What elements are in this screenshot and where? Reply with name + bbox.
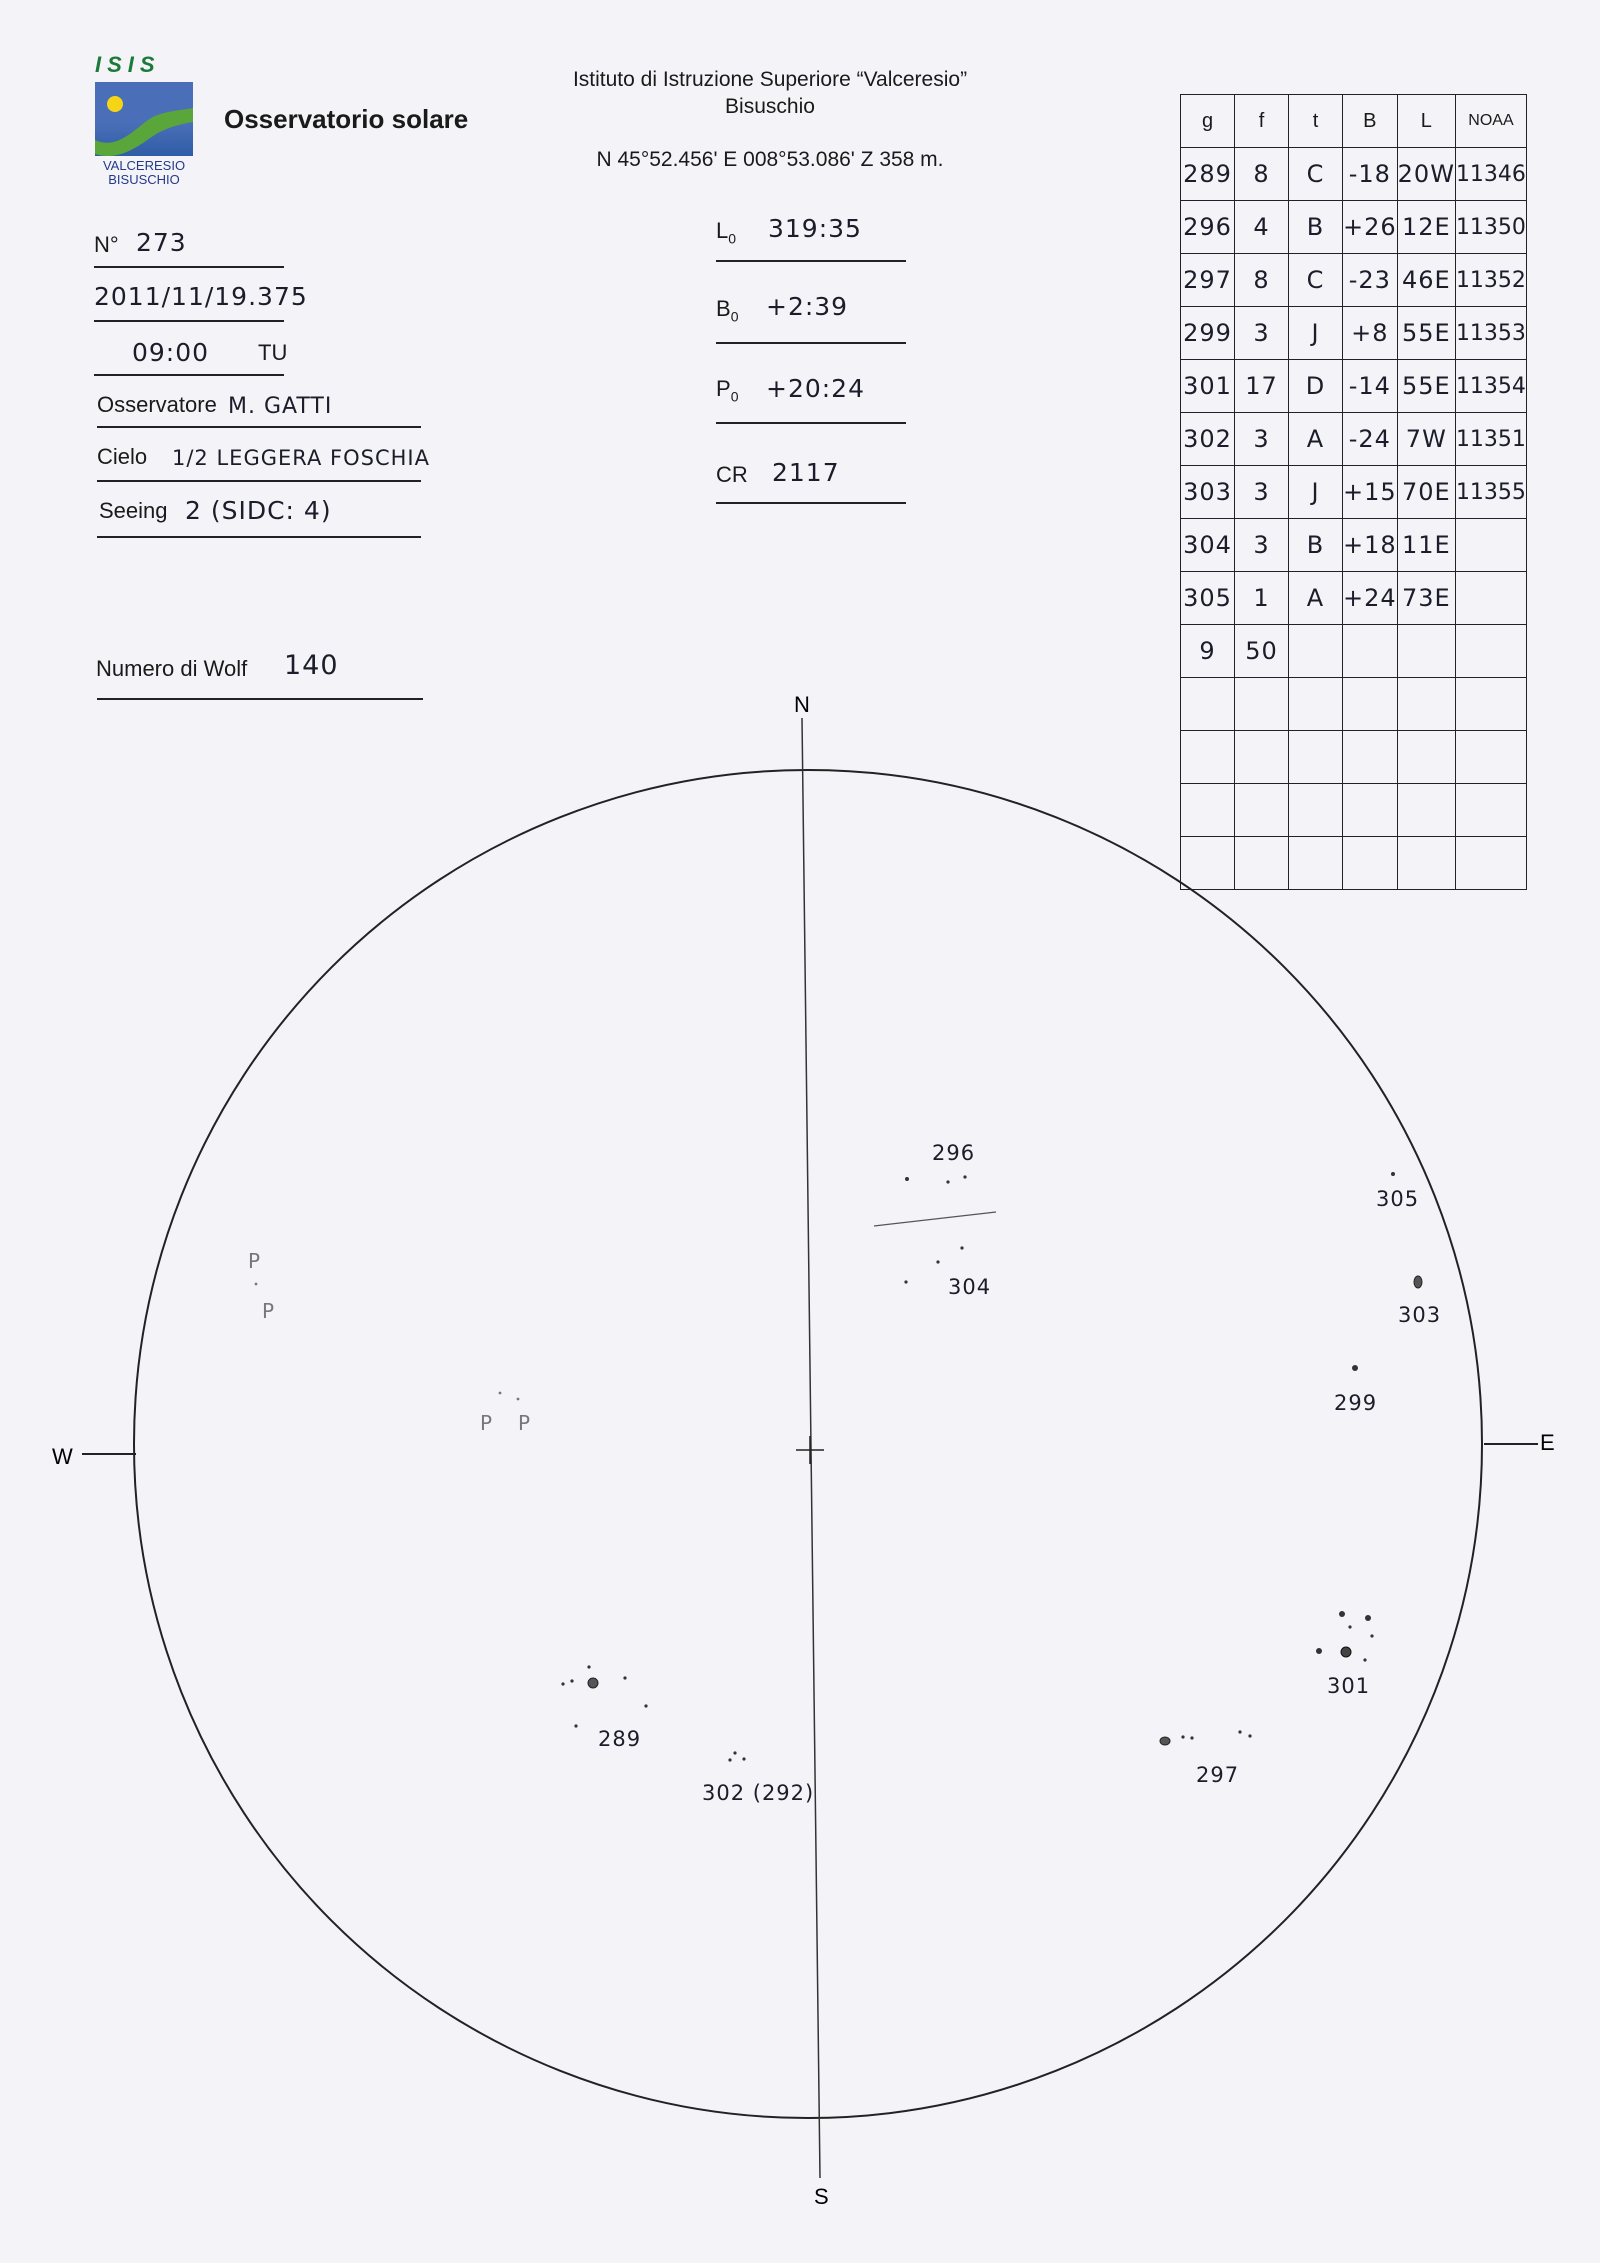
cell-t: C [1289,254,1343,307]
number-value: 273 [136,228,187,257]
cell-t: C [1289,148,1343,201]
institute-line2: Bisuschio [725,95,815,118]
cell-t: J [1289,466,1343,519]
cell-l: 70E [1397,466,1455,519]
cell-noaa: 11354 [1455,360,1526,413]
number-label: N° [94,232,119,257]
cell-l: 55E [1397,360,1455,413]
logo-brand: ISIS [95,52,161,77]
date-value: 2011/11/19.375 [94,282,308,311]
sky-value: 1/2 LEGGERA FOSCHIA [172,446,430,470]
sunspot-296-a [905,1177,909,1181]
observatory-coordinates: N 45°52.456' E 008°53.086' Z 358 m. [596,148,944,171]
cell-b: -23 [1343,254,1398,307]
sunspot-302-a [733,1751,736,1754]
sunspot-289-f [644,1704,647,1707]
facula-dot-b [499,1392,502,1395]
column-header-noaa: NOAA [1455,95,1526,148]
cell-b: +18 [1343,519,1398,572]
sunspot-301-e [1370,1634,1373,1637]
cell-noaa: 11346 [1455,148,1526,201]
cell-g: 301 [1181,360,1235,413]
cell-l: 55E [1397,307,1455,360]
facula-mark-1: P [248,1249,261,1273]
seeing-value: 2 (SIDC: 4) [185,496,332,525]
observer-value: M. GATTI [228,394,333,419]
cell-l: 11E [1397,519,1455,572]
cell-g: 305 [1181,572,1235,625]
sunspot-297-d [1238,1730,1241,1733]
cell-g: 289 [1181,148,1235,201]
equator-marker-line [874,1212,996,1226]
cell-f: 1 [1235,572,1289,625]
cell-b: +15 [1343,466,1398,519]
b0-sub: 0 [730,308,739,325]
wolf-value: 140 [284,650,339,681]
observer-label: Osservatore [97,392,217,417]
cell-b: +26 [1343,201,1398,254]
sunspot-296-b [946,1180,949,1183]
sunspot-297-c [1190,1736,1193,1739]
cell-f: 3 [1235,413,1289,466]
cell-b: -18 [1343,148,1398,201]
cell-t: B [1289,519,1343,572]
sunspot-297-e [1248,1734,1251,1737]
column-header-b: B [1343,95,1398,148]
facula-mark-4: P [518,1411,531,1435]
sunspot-297-a [1160,1737,1170,1745]
group-label-299: 299 [1334,1391,1378,1415]
p0-value: +20:24 [766,374,865,403]
p0-sub: 0 [730,388,739,405]
cell-noaa: 11353 [1455,307,1526,360]
cell-b: +24 [1343,572,1398,625]
group-label-305: 305 [1376,1187,1420,1211]
cell-g: 296 [1181,201,1235,254]
group-label-302: 302 (292) [702,1781,815,1805]
cell-l: 12E [1397,201,1455,254]
sunspot-301-b [1365,1615,1371,1621]
b0-letter: B [716,296,731,321]
cell-g: 299 [1181,307,1235,360]
column-header-g: g [1181,95,1235,148]
cr-value: 2117 [772,458,840,487]
cell-l: 7W [1397,413,1455,466]
central-meridian-line [802,718,820,2178]
sunspot-302-c [728,1758,731,1761]
group-label-301: 301 [1327,1674,1371,1698]
solar-disk-outline [134,770,1482,2118]
sunspot-marks [255,1172,1422,1762]
cell-noaa: 11350 [1455,201,1526,254]
group-label-296: 296 [932,1141,976,1165]
l0-value: 319:35 [768,214,862,243]
cell-noaa: 11352 [1455,254,1526,307]
l0-letter: L [716,218,729,243]
sunspot-304-b [960,1246,963,1249]
sunspot-289-d [587,1665,590,1668]
sunspot-296-c [963,1175,966,1178]
cell-noaa: 11355 [1455,466,1526,519]
cell-g: 303 [1181,466,1235,519]
p0-letter: P [716,376,731,401]
cell-f: 50 [1235,625,1289,678]
sunspot-289-a [588,1678,598,1688]
cr-label: CR [716,462,748,487]
column-header-l: L [1397,95,1455,148]
sky-label: Cielo [97,444,148,469]
logo-caption-line1: VALCERESIO [102,158,186,173]
facula-mark-2: P [262,1299,275,1323]
west-label: W [52,1444,73,1469]
sunspot-305 [1391,1172,1395,1176]
north-label: N [794,692,810,717]
sunspot-301-f [1363,1658,1366,1661]
group-label-289: 289 [598,1727,642,1751]
cell-f: 17 [1235,360,1289,413]
sunspot-289-g [574,1724,577,1727]
cell-b: +8 [1343,307,1398,360]
cell-l: 20W [1397,148,1455,201]
cell-f: 3 [1235,519,1289,572]
sunspot-304-a [936,1260,939,1263]
time-value: 09:00 [132,338,210,367]
sunspot-301-c [1341,1647,1351,1657]
cell-f: 8 [1235,148,1289,201]
south-label: S [814,2184,829,2209]
logo-caption-line2: BISUSCHIO [108,172,180,187]
group-label-297: 297 [1196,1763,1240,1787]
facula-dot-c [517,1398,520,1401]
time-unit: TU [258,340,288,365]
institute-line1: Istituto di Istruzione Superiore “Valceresio” [572,68,968,91]
cell-g: 9 [1181,625,1235,678]
cell-noaa: 11351 [1455,413,1526,466]
sunspot-302-b [742,1757,745,1760]
group-label-303: 303 [1398,1303,1442,1327]
sunspot-304-c [904,1280,907,1283]
cell-t: A [1289,572,1343,625]
cell-b: -14 [1343,360,1398,413]
sunspot-303 [1414,1276,1422,1288]
sunspot-301-d [1316,1648,1322,1654]
l0-sub: 0 [728,230,737,247]
sunspot-299 [1352,1365,1358,1371]
cell-f: 8 [1235,254,1289,307]
cell-f: 3 [1235,307,1289,360]
group-label-304: 304 [948,1275,992,1299]
cell-g: 302 [1181,413,1235,466]
sunspot-289-b [570,1679,573,1682]
cell-t: B [1289,201,1343,254]
sunspot-289-e [623,1676,626,1679]
cell-t: A [1289,413,1343,466]
cell-t: D [1289,360,1343,413]
sunspot-297-b [1181,1735,1184,1738]
sunspot-301-a [1339,1611,1345,1617]
b0-value: +2:39 [766,292,849,321]
facula-mark-3: P [480,1411,493,1435]
sunspot-289-c [561,1682,564,1685]
seeing-label: Seeing [99,498,168,523]
east-label: E [1540,1430,1555,1455]
sunspot-301-g [1348,1625,1351,1628]
cell-f: 4 [1235,201,1289,254]
cell-g: 297 [1181,254,1235,307]
cell-f: 3 [1235,466,1289,519]
cell-g: 304 [1181,519,1235,572]
facula-dot-a [255,1283,258,1286]
wolf-label: Numero di Wolf [96,656,248,681]
column-header-f: f [1235,95,1289,148]
column-header-t: t [1289,95,1343,148]
cell-l: 73E [1397,572,1455,625]
cell-l: 46E [1397,254,1455,307]
cell-b: -24 [1343,413,1398,466]
cell-t: J [1289,307,1343,360]
observatory-title: Osservatorio solare [224,104,469,134]
